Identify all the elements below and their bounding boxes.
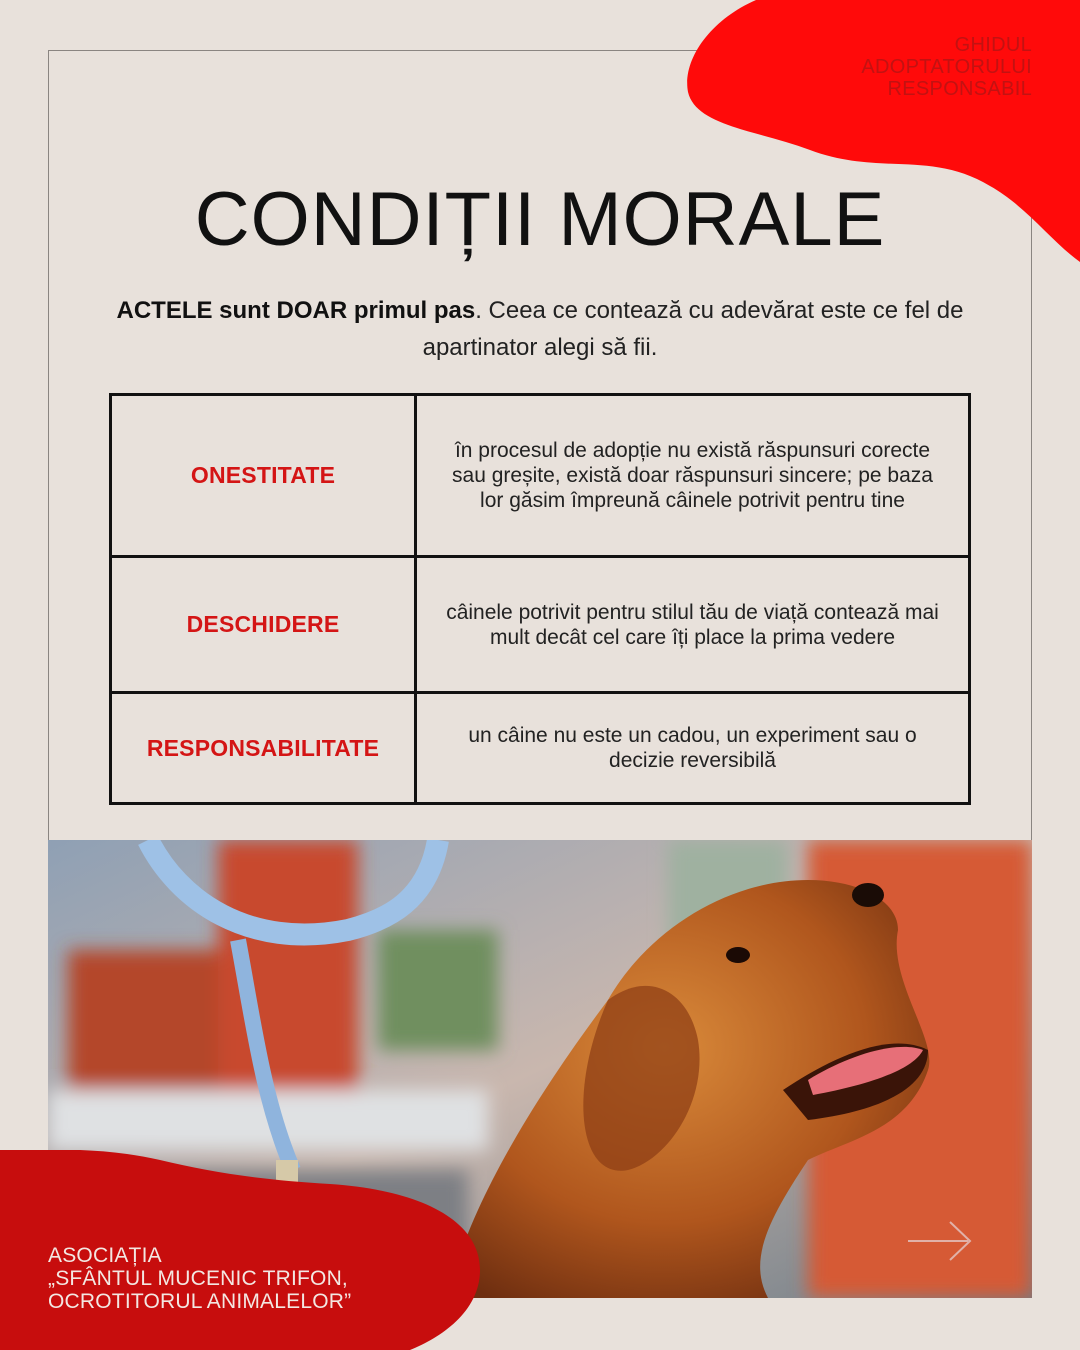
table-row [111, 557, 970, 693]
intro-rest: . Ceea ce contează cu adevărat este ce fel de apartinator alegi să fii. [422, 297, 964, 361]
next-arrow-icon[interactable] [906, 1218, 974, 1264]
value-description: un câine nu este un cadou, un experiment sau o decizie reversibilă [416, 693, 970, 804]
table-row [111, 395, 970, 557]
organization-line: ASOCIAȚIA [48, 1244, 162, 1267]
organization-name [48, 1244, 351, 1313]
value-term: DESCHIDERE [111, 557, 416, 693]
value-description: în procesul de adopție nu există răspunsuri corecte sau greșite, există doar răspunsuri sincere; pe baza lor găsim împreună câinele potrivit pentru tine [416, 395, 970, 557]
value-term: RESPONSABILITATE [111, 693, 416, 804]
organization-line: „SFÂNTUL MUCENIC TRIFON, [48, 1267, 348, 1290]
value-description: câinele potrivit pentru stilul tău de viață contează mai mult decât cel care îți place la prima vedere [416, 557, 970, 693]
guide-title [772, 34, 1032, 100]
organization-line: OCROTITORUL ANIMALELOR” [48, 1290, 352, 1313]
values-table [109, 393, 971, 805]
page-title: CONDIȚII MORALE [194, 177, 886, 262]
table-row [111, 693, 970, 804]
guide-title-line: ADOPTATORULUI [861, 56, 1032, 78]
intro-paragraph [100, 292, 980, 366]
intro-bold: ACTELE sunt DOAR primul pas [116, 297, 476, 324]
guide-title-line: RESPONSABIL [887, 78, 1032, 100]
guide-title-line: GHIDUL [954, 34, 1032, 56]
value-term: ONESTITATE [111, 395, 416, 557]
